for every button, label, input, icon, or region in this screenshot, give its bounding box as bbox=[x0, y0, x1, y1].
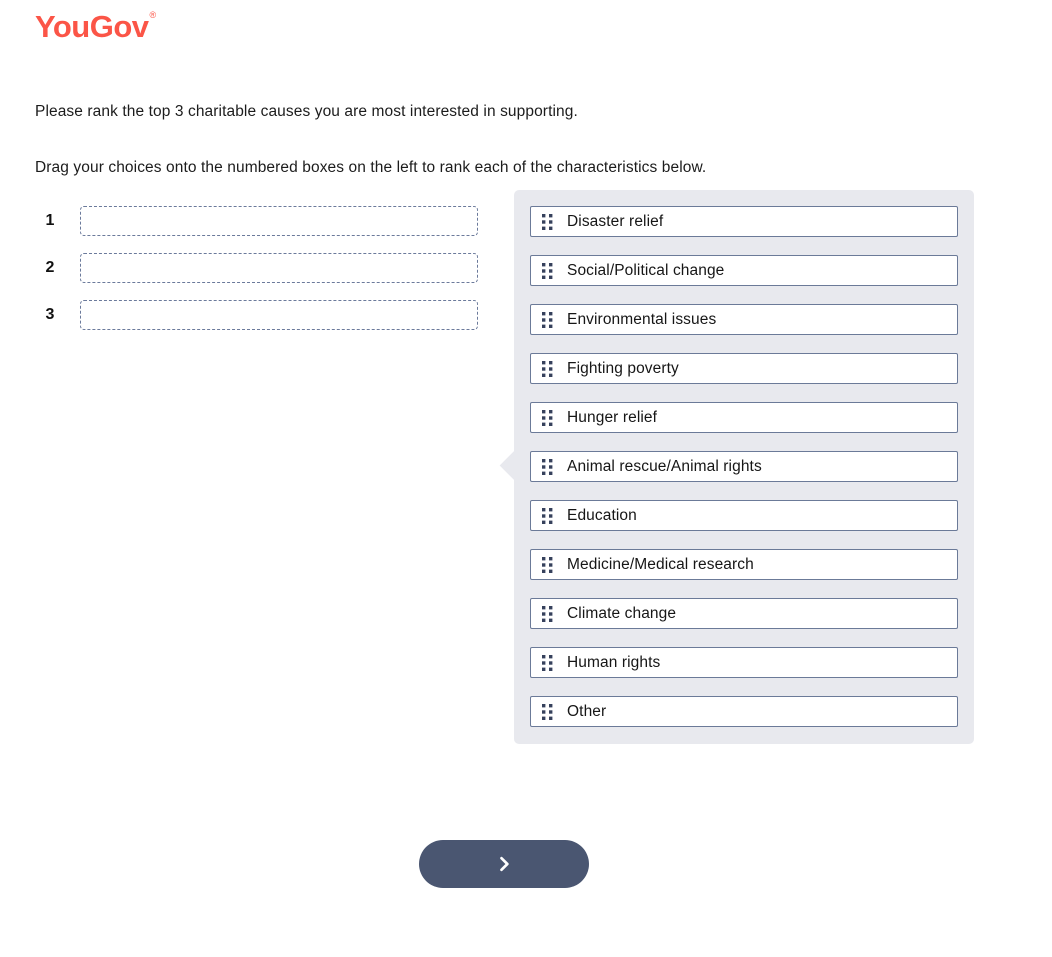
yougov-logo bbox=[35, 10, 155, 44]
rank-number: 3 bbox=[45, 306, 55, 323]
choice-label: Hunger relief bbox=[567, 408, 658, 426]
drag-handle-icon[interactable] bbox=[542, 606, 554, 622]
choice-item[interactable] bbox=[530, 353, 958, 384]
next-button[interactable] bbox=[419, 840, 589, 888]
registered-mark: ® bbox=[149, 10, 156, 20]
rank-row bbox=[35, 300, 478, 330]
drag-handle-icon[interactable] bbox=[542, 704, 554, 720]
choice-label: Environmental issues bbox=[567, 310, 717, 328]
drag-handle-icon[interactable] bbox=[542, 312, 554, 328]
choice-label: Human rights bbox=[567, 653, 661, 671]
choice-item[interactable] bbox=[530, 304, 958, 335]
choices-panel bbox=[514, 190, 974, 744]
rank-drop-zone[interactable] bbox=[80, 253, 478, 283]
drag-handle-icon[interactable] bbox=[542, 557, 554, 573]
drag-handle-icon[interactable] bbox=[542, 263, 554, 279]
choice-label: Education bbox=[567, 506, 637, 524]
choice-item[interactable] bbox=[530, 647, 958, 678]
rank-row bbox=[35, 253, 478, 283]
drag-handle-icon[interactable] bbox=[542, 508, 554, 524]
drag-handle-icon[interactable] bbox=[542, 655, 554, 671]
choices-list bbox=[530, 206, 958, 727]
logo-text: YouGov bbox=[35, 9, 149, 44]
rank-drop-zone[interactable] bbox=[80, 300, 478, 330]
chevron-right-icon bbox=[494, 854, 514, 874]
choice-item[interactable] bbox=[530, 500, 958, 531]
question-instruction: Drag your choices onto the numbered boxes on the left to rank each of the characteristics below. bbox=[35, 159, 707, 176]
panel-notch bbox=[500, 451, 530, 481]
choice-label: Social/Political change bbox=[567, 261, 725, 279]
question-prompt: Please rank the top 3 charitable causes you are most interested in supporting. bbox=[35, 103, 578, 120]
choice-label: Other bbox=[567, 702, 607, 720]
choice-label: Medicine/Medical research bbox=[567, 555, 754, 573]
choice-item[interactable] bbox=[530, 696, 958, 727]
choice-label: Disaster relief bbox=[567, 212, 664, 230]
drag-handle-icon[interactable] bbox=[542, 410, 554, 426]
choice-item[interactable] bbox=[530, 598, 958, 629]
rank-slots bbox=[35, 206, 478, 347]
rank-drop-zone[interactable] bbox=[80, 206, 478, 236]
rank-number: 1 bbox=[45, 212, 55, 229]
drag-handle-icon[interactable] bbox=[542, 214, 554, 230]
choice-item[interactable] bbox=[530, 206, 958, 237]
choice-item[interactable] bbox=[530, 549, 958, 580]
choice-label: Climate change bbox=[567, 604, 677, 622]
choice-item[interactable] bbox=[530, 402, 958, 433]
drag-handle-icon[interactable] bbox=[542, 459, 554, 475]
drag-handle-icon[interactable] bbox=[542, 361, 554, 377]
choice-label: Fighting poverty bbox=[567, 359, 679, 377]
choice-item[interactable] bbox=[530, 255, 958, 286]
choice-label: Animal rescue/Animal rights bbox=[567, 457, 762, 475]
rank-number: 2 bbox=[45, 259, 55, 276]
choice-item[interactable] bbox=[530, 451, 958, 482]
rank-row bbox=[35, 206, 478, 236]
